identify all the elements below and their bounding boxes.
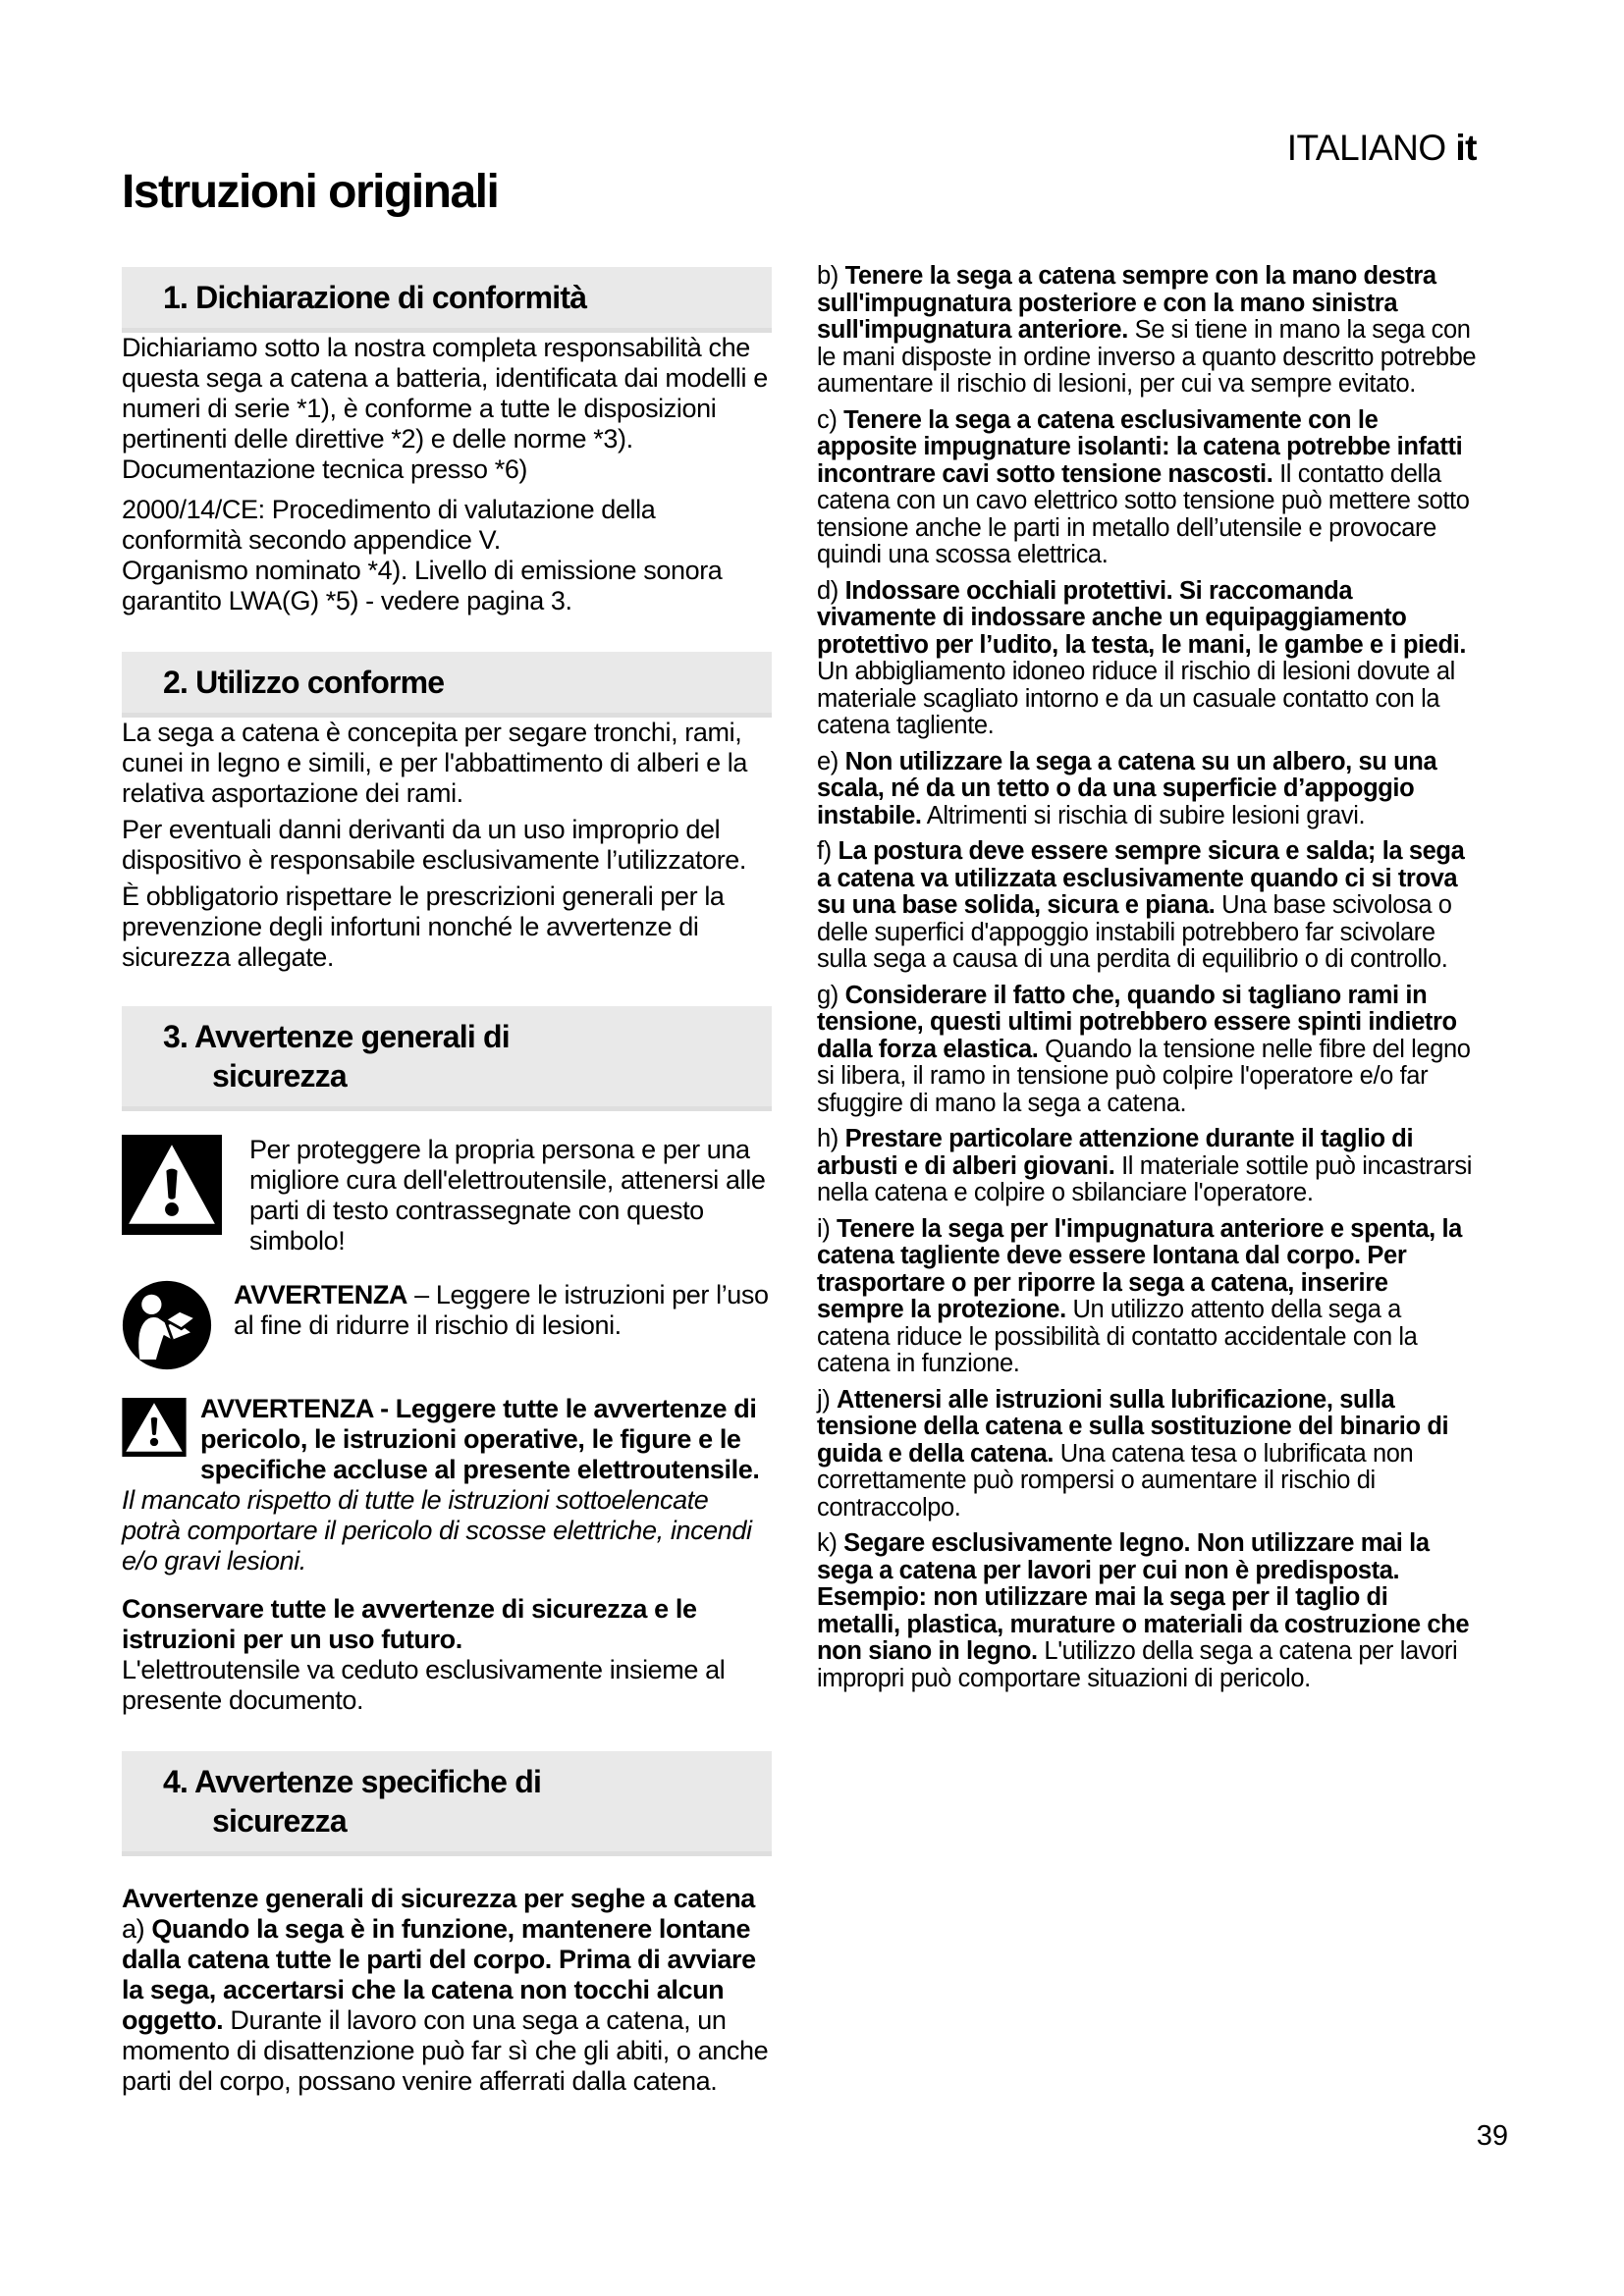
section-heading-4 — [122, 1751, 772, 1856]
item-bold: Non utilizzare la sega a catena su un albero, su una scala, né da un tetto o da una superficie d’appoggio instabile. — [817, 747, 1437, 829]
item-prefix: i) — [817, 1214, 831, 1243]
section-heading-4-line2: sicurezza — [212, 1803, 347, 1839]
keep-instructions-block — [122, 1594, 772, 1716]
item-prefix: a) — [122, 1914, 145, 1944]
section-heading-4-line1: 4. Avvertenze specifiche di — [163, 1764, 542, 1799]
item-prefix: c) — [817, 405, 838, 434]
item-prefix: j) — [817, 1385, 831, 1414]
notified-body-line: Organismo nominato *4). Livello di emissione sonora garantito LWA(G) *5) - vedere pagina 3. — [122, 556, 723, 615]
warning-triangle-small-icon — [122, 1398, 187, 1457]
section-heading-3 — [122, 1006, 772, 1111]
item-prefix: d) — [817, 576, 839, 605]
item-bold: Tenere la sega a catena sempre con la mano destra sull'impugnatura posteriore e con la mano sinistra sull'impugnatura anteriore. — [817, 262, 1436, 344]
item-prefix: h) — [817, 1125, 839, 1152]
safety-item-e — [817, 749, 1477, 830]
page-number: 39 — [1476, 2120, 1508, 2152]
safety-item-f — [817, 838, 1477, 974]
section-heading-2-text: 2. Utilizzo conforme — [163, 665, 445, 700]
keep-instructions-rest: L'elettroutensile va ceduto esclusivamente insieme al presente documento. — [122, 1655, 726, 1715]
item-normal: Altrimenti si rischia di subire lesioni gravi. — [921, 801, 1366, 829]
safety-item-a — [122, 1914, 772, 2097]
safety-item-i — [817, 1216, 1477, 1378]
item-prefix: e) — [817, 747, 839, 775]
item-bold: Prestare particolare attenzione durante il taglio di arbusti e di alberi giovani. — [817, 1125, 1414, 1180]
read-manual-icon — [122, 1280, 212, 1370]
item-bold: Quando la sega è in funzione, mantenere lontane dalla catena tutte le parti del corpo. Prima di avviare la sega, accertarsi che la catena non tocchi alcun oggetto. — [122, 1914, 756, 2035]
section-heading-1-text: 1. Dichiarazione di conformità — [163, 280, 587, 315]
general-warning-paragraph — [122, 1394, 772, 1576]
safety-item-h — [817, 1126, 1477, 1207]
item-bold: Attenersi alle istruzioni sulla lubrificazione, sulla tensione della catena e sulla sostituzione del binario di guida e della catena. — [817, 1385, 1449, 1468]
item-normal: Il contatto della catena con un cavo elettrico sotto tensione può mettere sotto tensione anche le parti in metallo dell’utensile e provocare quindi una scossa elettrica. — [817, 459, 1470, 568]
warning-triangle-icon — [122, 1135, 222, 1235]
item-prefix: b) — [817, 262, 839, 290]
read-manual-bold: AVVERTENZA — [234, 1280, 408, 1309]
item-prefix: f) — [817, 837, 832, 865]
safety-item-k — [817, 1530, 1477, 1692]
intended-use-paragraph-3: È obbligatorio rispettare le prescrizioni generali per la prevenzione degli infortuni nonché le avvertenze di sicurezza allegate. — [122, 881, 725, 972]
item-bold: La postura deve essere sempre sicura e salda; la sega a catena va utilizzata esclusivamente quando ci si trova su una base solida, sicura e piana. — [817, 837, 1465, 919]
item-normal: Una catena tesa o lubrificata non correttamente può rompersi o aumentare il rischio di contraccolpo. — [817, 1439, 1414, 1522]
general-warning-italic: Il mancato rispetto di tutte le istruzioni sottoelencate potrà comportare il pericolo di scosse elettriche, incendi e/o gravi lesioni. — [122, 1485, 752, 1575]
right-column — [817, 263, 1477, 1701]
read-manual-note — [122, 1280, 772, 1370]
language-header — [817, 128, 1477, 169]
keep-instructions-bold: Conservare tutte le avvertenze di sicurezza e le istruzioni per un uso futuro. — [122, 1594, 697, 1654]
left-column — [122, 267, 772, 2106]
read-manual-text — [234, 1280, 772, 1341]
safety-item-b — [817, 263, 1477, 399]
read-manual-rest: – Leggere le istruzioni per l’uso al fine di ridurre il rischio di lesioni. — [234, 1280, 769, 1340]
safety-item-d — [817, 578, 1477, 740]
language-label: ITALIANO — [1286, 128, 1446, 168]
item-normal: Quando la tensione nelle fibre del legno si libera, il ramo in tensione può colpire l'operatore e/o far sfuggire di mano la sega a catena. — [817, 1035, 1471, 1117]
warning-symbol-note — [122, 1135, 772, 1256]
item-normal: Il materiale sottile può incastrarsi nella catena e colpire o sbilanciare l'operatore. — [817, 1151, 1472, 1206]
item-normal: Una base scivolosa o delle superfici d'appoggio instabili potrebbero far scivolare sulla sega a causa di una perdita di equilibrio o di controllo. — [817, 891, 1452, 973]
item-bold: Segare esclusivamente legno. Non utilizzare mai la sega a catena per lavori per cui non è predisposta. Esempio: non utilizzare mai la sega per il taglio di metalli, plastica, murature o materiali da costruzione che non siano in legno. — [817, 1529, 1470, 1665]
item-normal: Un abbigliamento idoneo riduce il rischio di lesioni dovute al materiale scagliato intorno e da un casuale contatto con la catena tagliente. — [817, 658, 1455, 739]
intended-use-paragraph-2: Per eventuali danni derivanti da un uso improprio del dispositivo è responsabile esclusivamente l’utilizzatore. — [122, 815, 747, 875]
safety-item-j — [817, 1387, 1477, 1522]
item-bold: Tenere la sega per l'impugnatura anteriore e spenta, la catena tagliente deve essere lontana dal corpo. Per trasportare o per riporre la sega a catena, inserire sempre la protezione. — [817, 1214, 1462, 1323]
safety-item-c — [817, 407, 1477, 569]
section-heading-2 — [122, 652, 772, 718]
item-normal: Durante il lavoro con una sega a catena, un momento di disattenzione può far sì che gli abiti, o anche parti del corpo, possano venire afferrati dalla catena. — [122, 2005, 769, 2096]
section-heading-3-line1: 3. Avvertenze generali di — [163, 1019, 510, 1054]
page-title: Istruzioni originali — [122, 166, 499, 218]
general-warning-bold: AVVERTENZA - Leggere tutte le avvertenze di pericolo, le istruzioni operative, le figure e le specifiche accluse al presente elettroutensile. — [200, 1394, 760, 1484]
conformity-procedure — [122, 495, 772, 616]
section-heading-3-line2: sicurezza — [212, 1058, 347, 1094]
item-normal: Un utilizzo attento della sega a catena riduce le possibilità di contatto accidentale con la catena in funzione. — [817, 1296, 1418, 1377]
item-bold: Considerare il fatto che, quando si tagliano rami in tensione, questi ultimi potrebbero essere spinti indietro dalla forza elastica. — [817, 981, 1457, 1063]
procedure-line: 2000/14/CE: Procedimento di valutazione della conformità secondo appendice V. — [122, 495, 656, 555]
item-normal: L'utilizzo della sega a catena per lavori impropri può comportare situazioni di pericolo. — [817, 1637, 1458, 1692]
safety-item-g — [817, 983, 1477, 1118]
chainsaw-safety-subheading: Avvertenze generali di sicurezza per seghe a catena — [122, 1884, 755, 1913]
language-code: it — [1455, 128, 1477, 168]
section-heading-1 — [122, 267, 772, 333]
conformity-paragraph: Dichiariamo sotto la nostra completa responsabilità che questa sega a catena a batteria, identificata dai modelli e numeri di serie *1), è conforme a tutte le disposizioni pertinenti delle direttive *2) e delle norme *3). Documentazione tecnica presso *6) — [122, 333, 768, 484]
item-bold: Indossare occhiali protettivi. Si raccomanda vivamente di indossare anche un equipaggiamento protettivo per l’udito, la testa, le mani, le gambe e i piedi. — [817, 576, 1467, 659]
warning-symbol-text: Per proteggere la propria persona e per una migliore cura dell'elettroutensile, attenersi alle parti di testo contrassegnate con questo simbolo! — [249, 1135, 766, 1255]
item-prefix: k) — [817, 1529, 838, 1557]
item-normal: Se si tiene in mano la sega con le mani disposte in ordine inverso a quanto descritto potrebbe aumentare il rischio di lesioni, per cui va sempre evitato. — [817, 316, 1477, 398]
item-prefix: g) — [817, 981, 839, 1009]
item-bold: Tenere la sega a catena esclusivamente con le apposite impugnature isolanti: la catena potrebbe infatti incontrare cavi sotto tensione nascosti. — [817, 405, 1463, 488]
intended-use-paragraph-1: La sega a catena è concepita per segare tronchi, rami, cunei in legno e simili, e per l'abbattimento di alberi e la relativa asportazione dei rami. — [122, 718, 748, 808]
